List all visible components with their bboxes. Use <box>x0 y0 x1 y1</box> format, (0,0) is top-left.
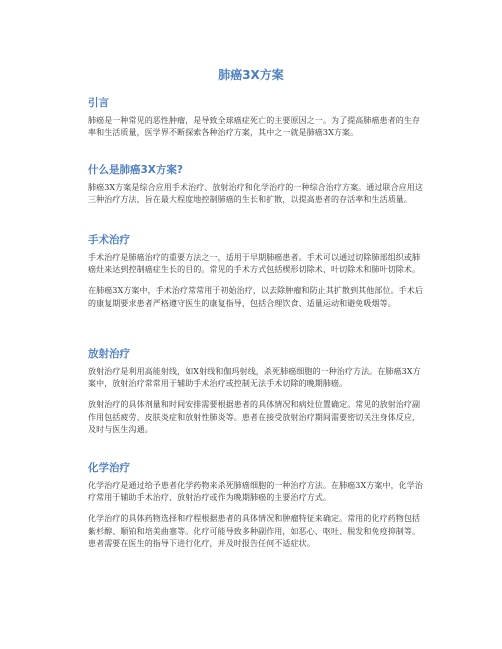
paragraph: 手术治疗是肺癌治疗的重要方法之一，适用于早期肺癌患者。手术可以通过切除肺部组织或肺癌灶来达到控制癌症生长的目的。常见的手术方式包括楔形切除术、叶切除术和肺叶切除术。 <box>88 253 421 275</box>
section-heading: 引言 <box>88 97 109 109</box>
section-introduction <box>88 96 428 139</box>
section-chemotherapy <box>88 461 428 550</box>
document-title: 肺癌3X方案 <box>218 68 284 82</box>
paragraph: 化学治疗的具体药物选择和疗程根据患者的具体情况和肿瘤特征来确定。常用的化疗药物包括紫杉醇、顺铂和培美曲塞等。化疗可能导致多种副作用，如恶心、呕吐、脱发和免疫抑制等。患者需要在医生的指导下进行化疗，并及时报告任何不适症状。 <box>88 514 421 548</box>
section-heading: 放射治疗 <box>88 348 130 360</box>
section-what-is-3x <box>88 163 428 206</box>
paragraph: 肺癌是一种常见的恶性肿瘤，是导致全球癌症死亡的主要原因之一。为了提高肺癌患者的生存率和生活质量，医学界不断探索各种治疗方案，其中之一就是肺癌3X方案。 <box>88 116 421 138</box>
paragraph: 放射治疗的具体剂量和时间安排需要根据患者的具体情况和病灶位置确定。常见的放射治疗副作用包括疲劳、皮肤炎症和放射性肺炎等。患者在接受放射治疗期间需要密切关注身体反应，及时与医生沟通。 <box>88 400 421 434</box>
paragraph: 放射治疗是利用高能射线，如X射线和伽玛射线，杀死肺癌细胞的一种治疗方法。在肺癌3X方案中，放射治疗常常用于辅助手术治疗或控制无法手术切除的晚期肺癌。 <box>88 367 421 389</box>
paragraph: 肺癌3X方案是综合应用手术治疗、放射治疗和化学治疗的一种综合治疗方案。通过联合应用这三种治疗方法，旨在最大程度地控制肺癌的生长和扩散，以提高患者的存活率和生活质量。 <box>88 183 423 205</box>
section-surgery <box>88 233 428 310</box>
section-radiotherapy <box>88 347 428 436</box>
paragraph: 在肺癌3X方案中，手术治疗常常用于初始治疗，以去除肿瘤和防止其扩散到其他部位。手术后的康复期要求患者严格遵守医生的康复指导，包括合理饮食、适量运动和避免吸烟等。 <box>88 286 423 308</box>
paragraph: 化学治疗是通过给予患者化学药物来杀死肺癌细胞的一种治疗方法。在肺癌3X方案中，化学治疗常用于辅助手术治疗、放射治疗或作为晚期肺癌的主要治疗方式。 <box>88 481 423 503</box>
section-heading: 什么是肺癌3X方案? <box>88 164 183 176</box>
section-heading: 手术治疗 <box>88 234 130 246</box>
section-heading: 化学治疗 <box>88 462 130 474</box>
